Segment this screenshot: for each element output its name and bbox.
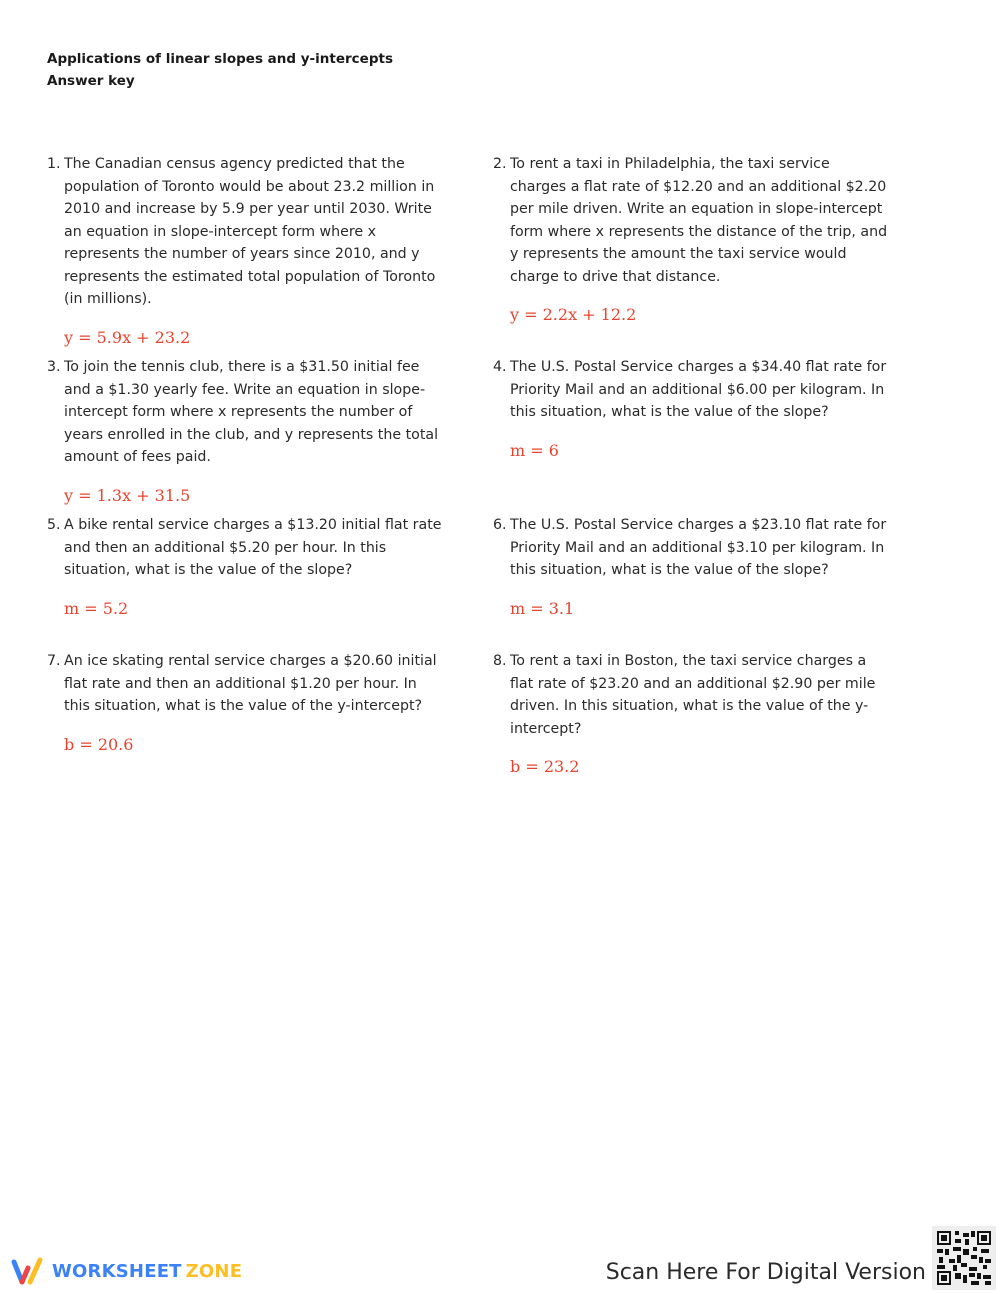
question-text: To join the tennis club, there is a $31.50 initial fee and a $1.30 yearly fee. Write an equation in slope-intercept form where x represents the number of years enrolled in the club, and y represents the total amount of fees paid.: [64, 359, 439, 465]
question-6: [493, 514, 888, 620]
question-3: [47, 356, 442, 507]
answer: b = 23.2: [510, 757, 580, 776]
question-number: 5.: [47, 517, 61, 533]
worksheet-title: Applications of linear slopes and y-intercepts: [47, 51, 393, 67]
question-2: [493, 153, 888, 327]
logo-word-zone: ZONE: [185, 1260, 243, 1282]
question-number: 3.: [47, 359, 61, 375]
question-number: 2.: [493, 156, 507, 172]
question-number: 7.: [47, 653, 61, 669]
question-text: The U.S. Postal Service charges a $23.10 flat rate for Priority Mail and an additional $3.10 per kilogram. In this situation, what is the value of the slope?: [510, 517, 887, 578]
worksheet-zone-logo: [10, 1256, 242, 1286]
question-5: [47, 514, 442, 620]
question-text: The Canadian census agency predicted that the population of Toronto would be about 23.2 million in 2010 and increase by 5.9 per year until 2030. Write an equation in slope-intercept form where x represents the number of years since 2010, and y represents the estimated total population of Toronto (in millions).: [64, 156, 436, 307]
question-number: 6.: [493, 517, 507, 533]
question-text: To rent a taxi in Philadelphia, the taxi service charges a flat rate of $12.20 and an additional $2.20 per mile driven. Write an equation in slope-intercept form where x represents the distance of the trip, and y represents the amount the taxi service would charge to drive that distance.: [510, 156, 888, 285]
question-number: 8.: [493, 653, 507, 669]
answer: m = 3.1: [510, 598, 575, 618]
scan-prompt: Scan Here For Digital Version: [605, 1260, 926, 1285]
question-text: The U.S. Postal Service charges a $34.40 flat rate for Priority Mail and an additional $6.00 per kilogram. In this situation, what is the value of the slope?: [510, 359, 887, 420]
logo-text: [52, 1261, 242, 1282]
worksheet-subtitle: Answer key: [47, 73, 135, 89]
question-text: A bike rental service charges a $13.20 initial flat rate and then an additional $5.20 per hour. In this situation, what is the value of the slope?: [64, 517, 442, 578]
question-7: [47, 650, 442, 756]
qr-code-icon[interactable]: [932, 1226, 996, 1290]
question-4: [493, 356, 888, 462]
question-number: 4.: [493, 359, 507, 375]
question-text: An ice skating rental service charges a $20.60 initial flat rate and then an additional $1.20 per hour. In this situation, what is the value of the y-intercept?: [64, 653, 437, 714]
answer: b = 20.6: [64, 734, 134, 754]
logo-w-icon: [10, 1256, 46, 1286]
question-8: [493, 650, 888, 779]
answer: m = 6: [510, 440, 559, 460]
logo-word-worksheet: WORKSHEET: [52, 1260, 182, 1282]
answer: y = 1.3x + 31.5: [64, 485, 191, 505]
question-1: [47, 153, 442, 349]
answer: y = 2.2x + 12.2: [510, 305, 637, 324]
worksheet-header: [47, 48, 393, 92]
answer: y = 5.9x + 23.2: [64, 327, 191, 347]
question-text: To rent a taxi in Boston, the taxi service charges a flat rate of $23.20 and an additional $2.90 per mile driven. In this situation, what is the value of the y-intercept?: [510, 653, 876, 737]
answer: m = 5.2: [64, 598, 129, 618]
question-number: 1.: [47, 156, 61, 172]
